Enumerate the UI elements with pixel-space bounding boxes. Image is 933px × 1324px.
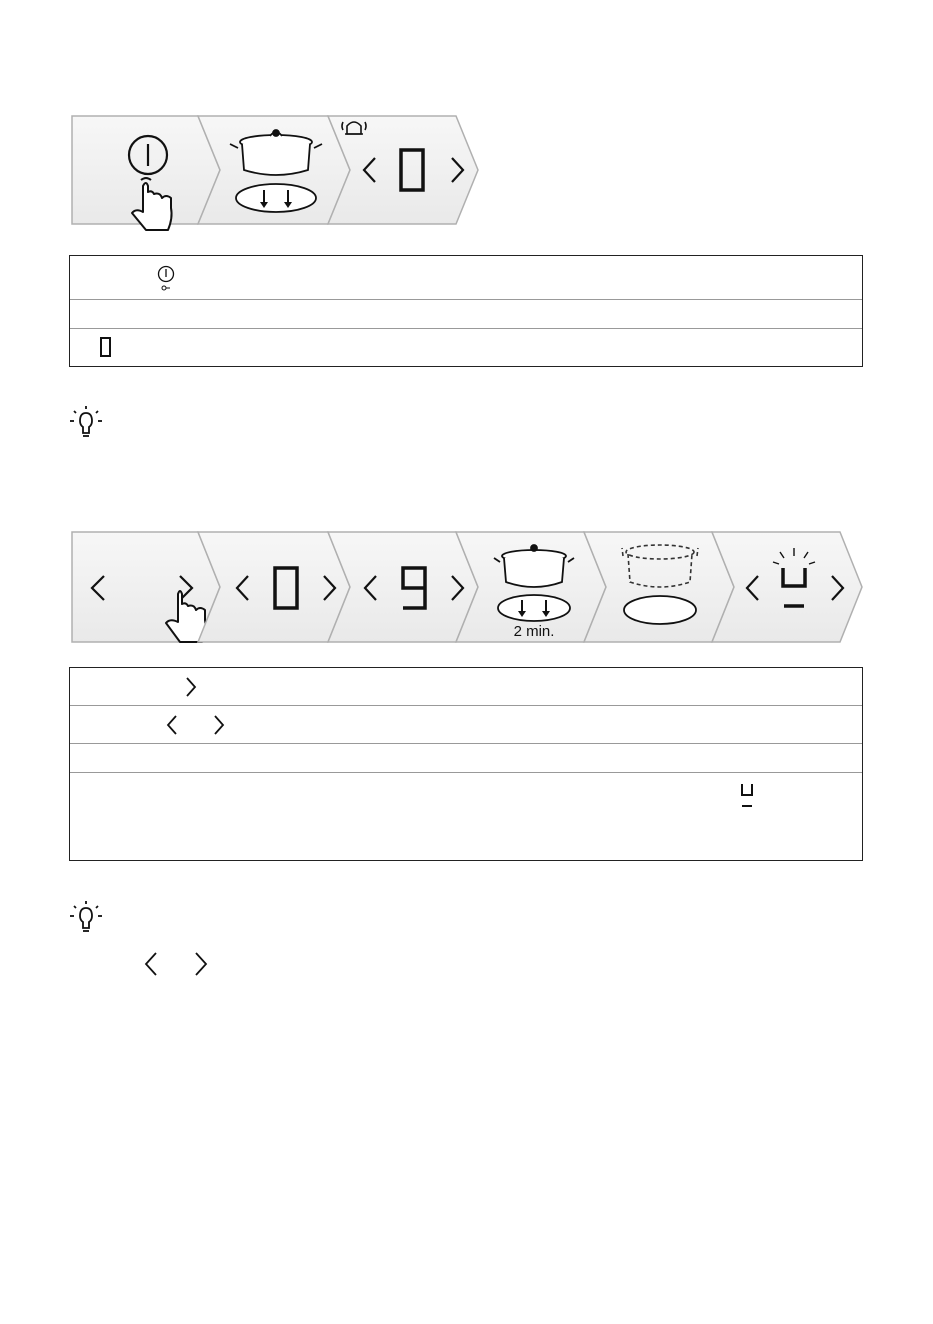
power-key-icon	[156, 264, 176, 292]
step-panel-pot	[198, 116, 350, 224]
step-panel-digit-0	[198, 532, 350, 642]
step-panel-flashing-display	[712, 532, 862, 642]
table-row	[70, 744, 862, 773]
right-arrow-icon	[184, 676, 198, 698]
table-row	[70, 256, 862, 300]
tip-1	[68, 405, 104, 441]
left-right-arrows-icon	[142, 951, 212, 977]
step-strip-1	[70, 114, 480, 226]
table-row	[70, 706, 862, 744]
instruction-table-1	[69, 255, 863, 367]
step-panel-pot-removed	[584, 532, 734, 642]
table-row	[70, 329, 862, 365]
timer-caption: 2 min.	[513, 623, 555, 640]
step-panel-display	[328, 116, 478, 224]
step-panel-pot-timer	[456, 532, 606, 642]
lightbulb-icon	[68, 900, 104, 936]
step-panel-power	[72, 116, 220, 230]
lightbulb-icon	[68, 405, 104, 441]
step-panel-select	[72, 532, 220, 642]
instruction-table-2	[69, 667, 863, 861]
table-row	[70, 773, 862, 859]
arrows-down-icon	[236, 184, 316, 212]
step-panel-digit-9	[328, 532, 478, 642]
step-strip-2	[70, 530, 865, 644]
table-row	[70, 300, 862, 329]
left-right-arrows-icon	[165, 714, 229, 736]
tip-2	[68, 900, 104, 936]
residual-heat-icon	[739, 781, 755, 809]
digit-display-icon	[99, 336, 113, 358]
table-row	[70, 668, 862, 706]
